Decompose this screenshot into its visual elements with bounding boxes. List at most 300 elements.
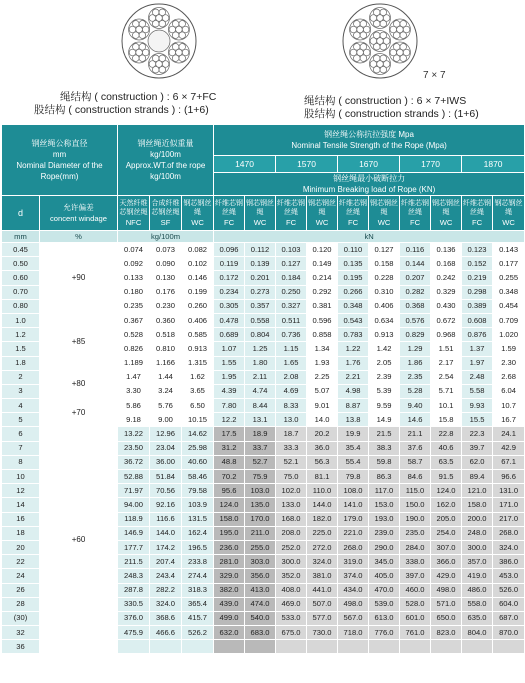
strength-1670: 1670 <box>338 156 400 173</box>
value-cell: 470.0 <box>369 583 400 597</box>
value-cell: 52.1 <box>276 455 307 469</box>
value-cell: 0.709 <box>493 313 525 327</box>
value-cell: 207.4 <box>150 555 182 569</box>
value-cell: 0.133 <box>118 271 150 285</box>
value-cell: 415.7 <box>182 611 214 625</box>
value-cell: 108.0 <box>338 484 369 498</box>
value-cell: 0.250 <box>276 285 307 299</box>
value-cell: 507.0 <box>307 597 338 611</box>
wire <box>139 43 146 50</box>
tolerance-cell: +60 <box>40 427 118 654</box>
value-cell: 0.310 <box>369 285 400 299</box>
value-cell: 1.97 <box>462 356 493 370</box>
value-cell: 498.0 <box>338 597 369 611</box>
value-cell: 453.0 <box>493 569 525 583</box>
value-cell: 5.07 <box>307 384 338 398</box>
value-cell: 533.0 <box>276 611 307 625</box>
d-header: d <box>2 196 40 231</box>
value-cell: 25.98 <box>182 441 214 455</box>
wire <box>159 9 166 16</box>
table-row <box>2 427 525 441</box>
wire <box>400 43 407 50</box>
value-cell: 116.6 <box>150 512 182 526</box>
diameter-cell: 24 <box>2 569 40 583</box>
weight-col-wc: 钢芯钢丝绳 WC <box>182 196 214 231</box>
value-cell: 324.0 <box>307 555 338 569</box>
value-cell: 776.0 <box>369 626 400 640</box>
value-cell: 0.180 <box>118 285 150 299</box>
value-cell: 0.829 <box>400 328 431 342</box>
value-cell: 193.0 <box>369 512 400 526</box>
value-cell: 571.0 <box>431 597 462 611</box>
value-cell: 70.2 <box>214 470 245 484</box>
value-cell: 0.736 <box>276 328 307 342</box>
value-cell: 1.020 <box>493 328 525 342</box>
value-cell: 48.8 <box>214 455 245 469</box>
value-cell: 413.0 <box>245 583 276 597</box>
value-cell: 0.139 <box>245 257 276 271</box>
value-cell: 10.15 <box>182 413 214 427</box>
value-cell: 397.0 <box>400 569 431 583</box>
tolerance-header: 允许偏差 concent windage <box>40 196 118 231</box>
wire <box>380 66 387 73</box>
value-cell: 9.01 <box>307 399 338 413</box>
value-cell <box>431 640 462 654</box>
wire <box>373 55 380 62</box>
value-cell: 1.37 <box>462 342 493 356</box>
table-row <box>2 313 525 327</box>
value-cell: 196.5 <box>182 540 214 554</box>
value-cell: 33.3 <box>276 441 307 455</box>
value-cell: 439.0 <box>214 597 245 611</box>
value-cell: 498.0 <box>431 583 462 597</box>
value-cell: 96.6 <box>493 470 525 484</box>
value-cell: 1.29 <box>400 342 431 356</box>
weight-col-nfc: 天然纤维芯钢丝绳 NFC <box>118 196 150 231</box>
value-cell: 79.8 <box>338 470 369 484</box>
value-cell: 1.42 <box>369 342 400 356</box>
value-cell: 408.0 <box>276 583 307 597</box>
wire <box>179 55 186 62</box>
value-cell: 118.9 <box>118 512 150 526</box>
value-cell: 2.35 <box>400 370 431 384</box>
value-cell: 300.0 <box>276 555 307 569</box>
value-cell: 16.7 <box>493 413 525 427</box>
value-cell: 86.3 <box>369 470 400 484</box>
value-cell: 254.0 <box>431 526 462 540</box>
value-cell: 1.51 <box>431 342 462 356</box>
value-cell: 0.176 <box>150 285 182 299</box>
value-cell: 0.127 <box>369 243 400 257</box>
unit-tol: % <box>40 231 118 243</box>
wire <box>139 55 146 62</box>
value-cell: 282.2 <box>150 583 182 597</box>
value-cell: 0.082 <box>182 243 214 257</box>
value-cell: 0.368 <box>400 299 431 313</box>
value-cell: 0.913 <box>182 342 214 356</box>
value-cell: 233.8 <box>182 555 214 569</box>
wire <box>159 20 166 27</box>
value-cell: 386.0 <box>493 555 525 569</box>
value-cell: 9.00 <box>150 413 182 427</box>
value-cell <box>150 640 182 654</box>
value-cell: 330.5 <box>118 597 150 611</box>
value-cell: 429.0 <box>431 569 462 583</box>
value-cell <box>338 640 369 654</box>
value-cell: 38.3 <box>369 441 400 455</box>
value-cell: 133.0 <box>276 498 307 512</box>
value-cell: 683.0 <box>245 626 276 640</box>
rope-cross-section-fc <box>120 2 198 80</box>
value-cell: 146.9 <box>118 526 150 540</box>
wire <box>393 43 400 50</box>
value-cell: 162.0 <box>431 498 462 512</box>
value-cell: 268.0 <box>338 540 369 554</box>
value-cell: 475.9 <box>118 626 150 640</box>
value-cell: 94.00 <box>118 498 150 512</box>
diameter-cell: 0.45 <box>2 243 40 257</box>
iws-core-label: 7 × 7 <box>423 70 446 81</box>
value-cell: 92.16 <box>150 498 182 512</box>
value-cell: 368.6 <box>150 611 182 625</box>
value-cell: 281.0 <box>214 555 245 569</box>
wire <box>159 66 166 73</box>
break-col-fc: 纤维芯钢丝绳 FC <box>214 196 245 231</box>
diameter-cell: 6 <box>2 427 40 441</box>
value-cell: 153.0 <box>369 498 400 512</box>
diameter-cell: (30) <box>2 611 40 625</box>
value-cell: 0.360 <box>150 313 182 327</box>
break-col-wc: 钢芯钢丝绳 WC <box>245 196 276 231</box>
value-cell: 42.9 <box>493 441 525 455</box>
value-cell: 14.6 <box>400 413 431 427</box>
value-cell: 59.8 <box>369 455 400 469</box>
value-cell: 3.24 <box>150 384 182 398</box>
value-cell: 239.0 <box>369 526 400 540</box>
diameter-cell: 7 <box>2 441 40 455</box>
value-cell: 0.381 <box>307 299 338 313</box>
left-construction-caption: 绳结构 ( construction ) : 6 × 7+FC <box>60 91 217 103</box>
value-cell: 804.0 <box>462 626 493 640</box>
value-cell: 0.273 <box>245 285 276 299</box>
value-cell: 39.7 <box>462 441 493 455</box>
value-cell: 0.207 <box>400 271 431 285</box>
value-cell: 40.6 <box>431 441 462 455</box>
value-cell: 174.2 <box>150 540 182 554</box>
value-cell: 0.255 <box>493 271 525 285</box>
value-cell: 243.4 <box>150 569 182 583</box>
value-cell: 22.8 <box>431 427 462 441</box>
wire <box>400 20 407 27</box>
break-col-wc: 钢芯钢丝绳 WC <box>369 196 400 231</box>
value-cell: 0.158 <box>369 257 400 271</box>
value-cell: 356.0 <box>245 569 276 583</box>
value-cell: 18.9 <box>245 427 276 441</box>
value-cell: 13.1 <box>245 413 276 427</box>
value-cell: 95.6 <box>214 484 245 498</box>
fiber-core <box>148 30 170 52</box>
value-cell: 284.0 <box>400 540 431 554</box>
wire <box>139 20 146 27</box>
wire <box>360 55 367 62</box>
value-cell: 1.22 <box>338 342 369 356</box>
break-col-fc: 纤维芯钢丝绳 FC <box>400 196 431 231</box>
value-cell: 1.76 <box>338 356 369 370</box>
value-cell: 0.260 <box>182 299 214 313</box>
value-cell: 2.48 <box>462 370 493 384</box>
value-cell: 0.810 <box>150 342 182 356</box>
value-cell: 131.5 <box>182 512 214 526</box>
value-cell: 0.348 <box>338 299 369 313</box>
table-row <box>2 399 525 413</box>
value-cell: 91.5 <box>431 470 462 484</box>
value-cell: 0.968 <box>431 328 462 342</box>
value-cell: 19.9 <box>338 427 369 441</box>
value-cell: 35.4 <box>338 441 369 455</box>
value-cell: 0.783 <box>338 328 369 342</box>
value-cell: 255.0 <box>245 540 276 554</box>
value-cell: 9.40 <box>400 399 431 413</box>
value-cell: 33.7 <box>245 441 276 455</box>
value-cell: 0.136 <box>431 243 462 257</box>
value-cell: 499.0 <box>214 611 245 625</box>
value-cell: 528.0 <box>400 597 431 611</box>
value-cell: 23.04 <box>150 441 182 455</box>
value-cell: 0.292 <box>307 285 338 299</box>
value-cell: 0.672 <box>431 313 462 327</box>
value-cell: 0.585 <box>182 328 214 342</box>
value-cell: 0.858 <box>307 328 338 342</box>
value-cell: 0.090 <box>150 257 182 271</box>
value-cell: 22.3 <box>462 427 493 441</box>
value-cell <box>214 640 245 654</box>
value-cell: 0.634 <box>369 313 400 327</box>
value-cell: 55.4 <box>338 455 369 469</box>
value-cell: 290.0 <box>369 540 400 554</box>
value-cell: 0.135 <box>338 257 369 271</box>
value-cell: 823.0 <box>431 626 462 640</box>
value-cell: 4.74 <box>245 384 276 398</box>
value-cell <box>493 640 525 654</box>
value-cell: 0.214 <box>307 271 338 285</box>
value-cell: 376.0 <box>118 611 150 625</box>
value-cell: 466.6 <box>150 626 182 640</box>
diameter-header: 钢丝绳公称直径 mm Nominal Diameter of the Rope(mm) <box>2 125 118 196</box>
value-cell: 5.86 <box>118 399 150 413</box>
value-cell: 675.0 <box>276 626 307 640</box>
value-cell <box>400 640 431 654</box>
value-cell: 0.511 <box>276 313 307 327</box>
value-cell <box>276 640 307 654</box>
value-cell: 1.189 <box>118 356 150 370</box>
value-cell: 13.8 <box>338 413 369 427</box>
value-cell: 441.0 <box>307 583 338 597</box>
value-cell: 0.228 <box>369 271 400 285</box>
value-cell: 0.357 <box>245 299 276 313</box>
value-cell: 102.0 <box>276 484 307 498</box>
value-cell: 117.0 <box>369 484 400 498</box>
diameter-cell: 26 <box>2 583 40 597</box>
value-cell: 12.96 <box>150 427 182 441</box>
value-cell: 718.0 <box>338 626 369 640</box>
value-cell <box>307 640 338 654</box>
value-cell: 8.44 <box>245 399 276 413</box>
value-cell: 730.0 <box>307 626 338 640</box>
value-cell: 324.0 <box>150 597 182 611</box>
value-cell: 419.0 <box>462 569 493 583</box>
value-cell: 1.47 <box>118 370 150 384</box>
value-cell: 37.6 <box>400 441 431 455</box>
diameter-cell: 5 <box>2 413 40 427</box>
value-cell: 0.073 <box>150 243 182 257</box>
value-cell <box>118 640 150 654</box>
value-cell: 0.298 <box>462 285 493 299</box>
value-cell: 0.119 <box>214 257 245 271</box>
value-cell: 4.39 <box>214 384 245 398</box>
value-cell: 14.62 <box>182 427 214 441</box>
value-cell: 40.60 <box>182 455 214 469</box>
value-cell: 319.0 <box>338 555 369 569</box>
value-cell: 287.8 <box>118 583 150 597</box>
value-cell: 601.0 <box>400 611 431 625</box>
value-cell: 6.04 <box>493 384 525 398</box>
value-cell: 103.9 <box>182 498 214 512</box>
value-cell: 0.116 <box>400 243 431 257</box>
break-col-fc: 纤维芯钢丝绳 FC <box>462 196 493 231</box>
value-cell: 8.33 <box>276 399 307 413</box>
value-cell: 36.72 <box>118 455 150 469</box>
value-cell: 7.80 <box>214 399 245 413</box>
break-col-wc: 钢芯钢丝绳 WC <box>307 196 338 231</box>
value-cell: 3.30 <box>118 384 150 398</box>
value-cell: 52.7 <box>245 455 276 469</box>
value-cell: 182.0 <box>307 512 338 526</box>
value-cell: 158.0 <box>462 498 493 512</box>
value-cell: 177.7 <box>118 540 150 554</box>
value-cell: 51.84 <box>150 470 182 484</box>
wire <box>380 43 387 50</box>
value-cell: 0.201 <box>245 271 276 285</box>
value-cell: 221.0 <box>338 526 369 540</box>
breaking-load-header: 钢丝绳最小破断拉力 Minimum Breaking load of Rope (KN) <box>214 173 525 196</box>
value-cell: 0.367 <box>118 313 150 327</box>
value-cell: 0.120 <box>307 243 338 257</box>
value-cell: 357.0 <box>462 555 493 569</box>
wire <box>380 55 387 62</box>
wire <box>373 9 380 16</box>
value-cell: 81.1 <box>307 470 338 484</box>
value-cell: 17.5 <box>214 427 245 441</box>
value-cell <box>369 640 400 654</box>
value-cell: 0.143 <box>493 243 525 257</box>
value-cell: 870.0 <box>493 626 525 640</box>
value-cell: 0.348 <box>493 285 525 299</box>
value-cell: 0.558 <box>245 313 276 327</box>
value-cell: 1.166 <box>150 356 182 370</box>
strength-1470: 1470 <box>214 156 276 173</box>
diameter-cell: 2 <box>2 370 40 384</box>
value-cell: 352.0 <box>276 569 307 583</box>
value-cell: 9.59 <box>369 399 400 413</box>
unit-row <box>2 231 525 243</box>
value-cell: 162.4 <box>182 526 214 540</box>
value-cell: 0.327 <box>276 299 307 313</box>
value-cell: 1.55 <box>214 356 245 370</box>
value-cell: 539.0 <box>369 597 400 611</box>
value-cell: 200.0 <box>462 512 493 526</box>
value-cell: 1.07 <box>214 342 245 356</box>
tensile-header: 钢丝绳公称抗拉强度 Mpa Nominal Tensile Strength of the Rope (Mpa) <box>214 125 525 156</box>
value-cell <box>462 640 493 654</box>
value-cell: 0.184 <box>276 271 307 285</box>
value-cell <box>182 640 214 654</box>
diameter-cell: 1.5 <box>2 342 40 356</box>
diameter-cell: 1.2 <box>2 328 40 342</box>
value-cell: 10.1 <box>431 399 462 413</box>
wire <box>179 20 186 27</box>
diameter-cell: 22 <box>2 555 40 569</box>
value-cell: 2.54 <box>431 370 462 384</box>
value-cell: 79.58 <box>182 484 214 498</box>
value-cell: 144.0 <box>307 498 338 512</box>
value-cell: 0.242 <box>431 271 462 285</box>
tolerance-cell: +90 <box>40 243 118 314</box>
value-cell: 0.102 <box>182 257 214 271</box>
unit-d: mm <box>2 231 40 243</box>
value-cell: 0.195 <box>338 271 369 285</box>
diameter-cell: 28 <box>2 597 40 611</box>
value-cell: 5.39 <box>369 384 400 398</box>
value-cell: 0.146 <box>182 271 214 285</box>
diameter-cell: 4 <box>2 399 40 413</box>
value-cell: 36.00 <box>150 455 182 469</box>
unit-break: kN <box>214 231 525 243</box>
value-cell: 274.4 <box>182 569 214 583</box>
value-cell: 217.0 <box>493 512 525 526</box>
value-cell: 0.177 <box>493 257 525 271</box>
value-cell: 3.65 <box>182 384 214 398</box>
value-cell: 121.0 <box>462 484 493 498</box>
value-cell: 1.15 <box>276 342 307 356</box>
value-cell: 248.0 <box>462 526 493 540</box>
value-cell: 110.0 <box>307 484 338 498</box>
strength-1870: 1870 <box>462 156 525 173</box>
value-cell: 58.46 <box>182 470 214 484</box>
value-cell: 0.074 <box>118 243 150 257</box>
value-cell: 179.0 <box>338 512 369 526</box>
value-cell: 0.235 <box>118 299 150 313</box>
table-row <box>2 370 525 384</box>
value-cell: 158.0 <box>214 512 245 526</box>
value-cell: 211.0 <box>245 526 276 540</box>
value-cell: 23.50 <box>118 441 150 455</box>
value-cell: 135.0 <box>245 498 276 512</box>
strength-1570: 1570 <box>276 156 338 173</box>
value-cell: 613.0 <box>369 611 400 625</box>
value-cell: 5.28 <box>400 384 431 398</box>
value-cell: 103.0 <box>245 484 276 498</box>
diameter-cell: 0.60 <box>2 271 40 285</box>
value-cell: 208.0 <box>276 526 307 540</box>
value-cell: 0.528 <box>118 328 150 342</box>
diameter-cell: 36 <box>2 640 40 654</box>
value-cell: 4.69 <box>276 384 307 398</box>
value-cell: 303.0 <box>245 555 276 569</box>
wire <box>353 20 360 27</box>
wire <box>380 20 387 27</box>
value-cell: 381.0 <box>307 569 338 583</box>
value-cell: 20.2 <box>307 427 338 441</box>
